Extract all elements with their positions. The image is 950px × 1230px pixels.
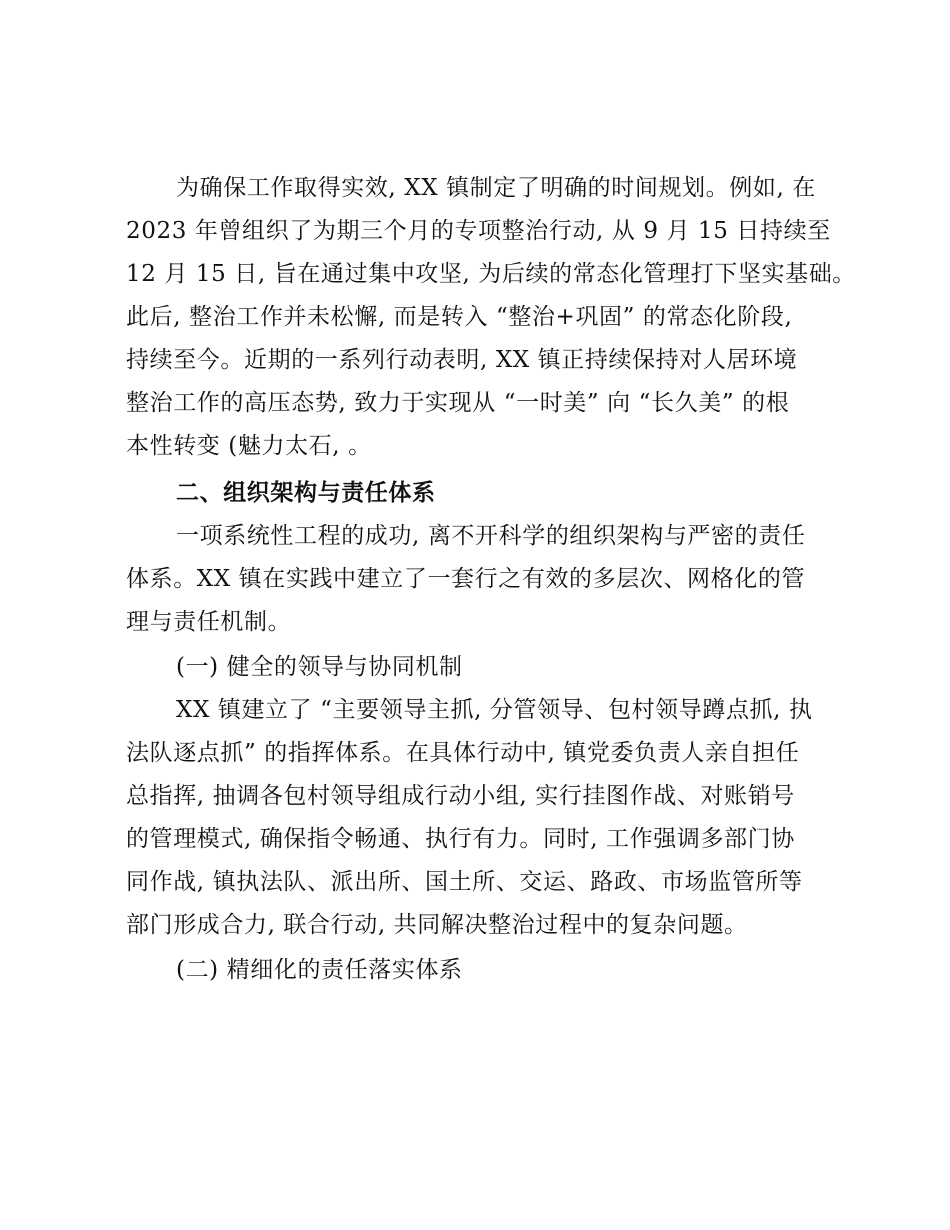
paragraph-line: 一项系统性工程的成功, 离不开科学的组织架构与严密的责任 — [176, 523, 806, 549]
paragraph-line: 此后, 整治工作并未松懈, 而是转入 “整治+巩固” 的常态化阶段, — [126, 304, 793, 330]
paragraph-line: 体系。XX 镇在实践中建立了一套行之有效的多层次、网格化的管 — [126, 566, 806, 592]
paragraph-line: 同作战, 镇执法队、派出所、国土所、交运、路政、市场监管所等 — [126, 869, 803, 895]
paragraph-line: 为确保工作取得实效, XX 镇制定了明确的时间规划。例如, 在 — [176, 175, 816, 201]
paragraph-line: 总指挥, 抽调各包村领导组成行动小组, 实行挂图作战、对账销号 — [126, 783, 795, 809]
paragraph-line: 持续至今。近期的一系列行动表明, XX 镇正持续保持对人居环境 — [126, 347, 798, 373]
section-heading: 二、组织架构与责任体系 — [176, 480, 436, 506]
subsection-heading: (一) 健全的领导与协同机制 — [176, 654, 463, 680]
paragraph-line: 部门形成合力, 联合行动, 共同解决整治过程中的复杂问题。 — [126, 912, 748, 938]
paragraph-line: 理与责任机制。 — [126, 609, 292, 635]
paragraph-line: 2023 年曾组织了为期三个月的专项整治行动, 从 9 月 15 日持续至 — [126, 218, 831, 244]
paragraph-line: 整治工作的高压态势, 致力于实现从 “一时美” 向 “长久美” 的根 — [126, 390, 790, 416]
paragraph-line: 本性转变 (魅力太石, 。 — [126, 433, 372, 459]
paragraph-line: 12 月 15 日, 旨在通过集中攻坚, 为后续的常态化管理打下坚实基础。 — [126, 261, 856, 287]
paragraph-line: 法队逐点抓” 的指挥体系。在具体行动中, 镇党委负责人亲自担任 — [126, 740, 800, 766]
paragraph-line: 的管理模式, 确保指令畅通、执行有力。同时, 工作强调多部门协 — [126, 826, 795, 852]
paragraph-line: XX 镇建立了 “主要领导主抓, 分管领导、包村领导蹲点抓, 执 — [176, 697, 813, 723]
subsection-heading: (二) 精细化的责任落实体系 — [176, 957, 463, 983]
